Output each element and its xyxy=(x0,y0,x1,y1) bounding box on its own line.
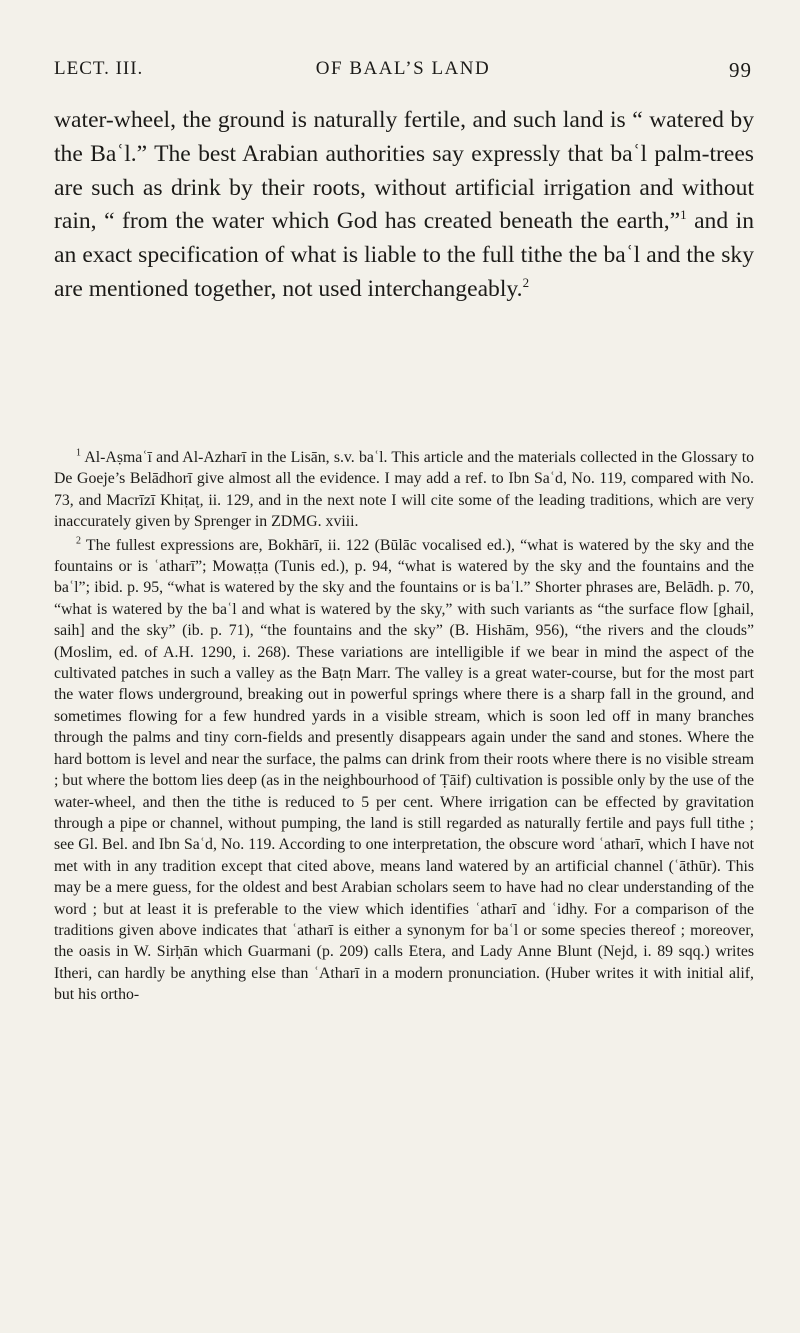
page-number: 99 xyxy=(729,58,752,82)
footnote-marker-2: 2 xyxy=(76,535,81,547)
running-head xyxy=(54,58,752,88)
footnote-ref-2: 2 xyxy=(522,275,530,291)
paragraph-text-continued: and in an exact specification of what is liable to the full tithe the baʿl and the sky are mentioned together, not used interchangeably. xyxy=(54,208,754,302)
footnote-text-1: Al-Aṣmaʿī and Al-Azharī in the Lisān, s.v. baʿl. This article and the materials collected in the Glossary to De Goeje’s Belādhorī give almost all the evidence. I may add a ref. to Ibn Saʿd, No. 119, compared with No. 73, and Macrīzī Khiṭaṭ, ii. 129, and in the next note I will cite some of the leading traditions, which are very inaccurately given by Sprenger in ZDMG. xviii. xyxy=(54,449,754,531)
footnote-1 xyxy=(54,447,754,533)
footnotes xyxy=(54,447,754,1008)
chapter-title: OF BAAL’S LAND xyxy=(315,58,491,79)
footnote-ref-1: 1 xyxy=(680,207,687,223)
footnote-2 xyxy=(54,535,754,1006)
main-text xyxy=(54,104,754,307)
footnote-marker-1: 1 xyxy=(76,447,81,459)
footnote-text-2: The fullest expressions are, Bokhārī, ii. 122 (Būlāc vocalised ed.), “what is watered by the sky and the fountains or is ʿatharī”; Mowaṭṭa (Tunis ed.), p. 94, “what is watered by the sky and the fountains and the baʿl”; ibid. p. 95, “what is watered by the sky and the fountains or is baʿl.” Shorter phrases are, Belādh. p. 70, “what is watered by the baʿl and what is watered by the sky,” with such variants as “the surface flow [ghail, saih] and the sky” (ib. p. 71), “the fountains and the sky” (B. Hishām, 956), “the rivers and the clouds” (Moslim, ed. of A.H. 1290, i. 268). These variations are intelligible if we bear in mind the aspect of the cultivated patches in such a valley as the Baṭn Marr. The valley is a great water-course, but for the most part the water flows underground, breaking out in powerful springs where there is a sharp fall in the ground, and sometimes flowing for a few hundred yards in a visible stream, which is soon led off in many branches through the palms and tiny corn-fields and presently disappears again under the sand and stones. Where the hard bottom is level and near the surface, the palms can drink from their roots where there is no visible stream ; but where the bottom lies deep (as in the neighbourhood of Ṭāif) cultivation is possible only by the use of the water-wheel, and then the tithe is reduced to 5 per cent. Where irrigation can be effected by gravitation through a pipe or channel, without pumping, the land is still regarded as naturally fertile and pays full tithe ; see Gl. Bel. and Ibn Saʿd, No. 119. According to one interpretation, the obscure word ʿatharī, which I have not met with in any tradition except that cited above, means land watered by an artificial channel (ʿāthūr). This may be a mere guess, for the oldest and best Arabian scholars seem to have had no clear understanding of the word ; but at least it is preferable to the view which identifies ʿatharī and ʿidhy. For a comparison of the traditions given above indicates that ʿatharī is either a synonym for baʿl or some species thereof ; moreover, the oasis in W. Sirḥān which Guarmani (p. 209) calls Etera, and Lady Anne Blunt (Nejd, i. 89 sqq.) writes Itheri, can hardly be anything else than ʿAtharī in a modern pronunciation. (Huber writes it with initial alif, but his ortho- xyxy=(54,536,754,1004)
lecture-label: LECT. III. xyxy=(54,58,144,79)
main-paragraph xyxy=(54,104,754,307)
paragraph-text: water-wheel, the ground is naturally fertile, and such land is “ watered by the Baʿl.” The best Arabian authorities say expressly that baʿl palm-trees are such as drink by their roots, without artificial irrigation and without rain, “ from the water which God has created beneath the earth,” xyxy=(54,107,754,235)
